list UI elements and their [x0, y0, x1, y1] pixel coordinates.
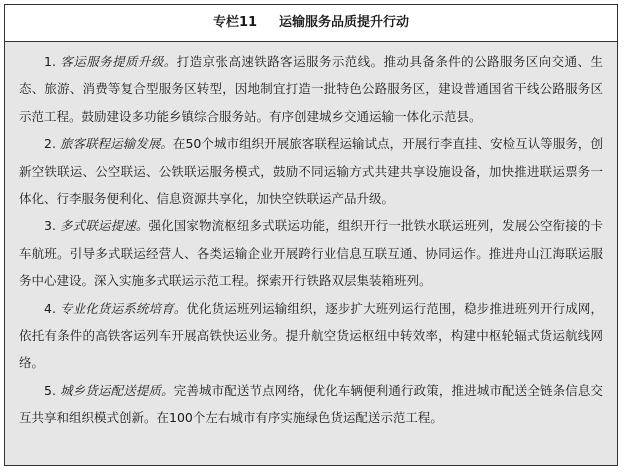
list-item-passenger-intermodal: [19, 130, 603, 212]
item-text: 打造京张高速铁路客运服务示范线。推动具备条件的公路服务区向交通、生态、旅游、消费等复合型服务区转型，因地制宜打造一批特色公路服务区，建设普通国省干线公路服务区示范工程。鼓励建设多功能乡镇综合服务站。有序创建城乡交通运输一体化示范县。: [19, 54, 603, 124]
item-heading: 旅客联程运输发展。: [59, 136, 173, 152]
panel-title: [5, 5, 617, 42]
item-heading: 城乡货运配送提质。: [60, 382, 174, 398]
item-text: 优化货运班列运输组织，逐步扩大班列运行范围，稳步推进班列开行成网，依托有条件的高铁客运列车开展高铁快运业务。提升航空货运枢纽中转效率，构建中枢轮辐式货运航线网络。: [19, 300, 603, 371]
item-number: 3.: [44, 218, 56, 234]
panel-tag: 专栏11: [212, 15, 258, 30]
panel-title-text: 运输服务品质提升行动: [279, 15, 410, 30]
item-number: 2.: [44, 136, 56, 152]
item-heading: 客运服务提质升级。: [60, 54, 177, 69]
item-number: 5.: [44, 382, 56, 398]
item-number: 1.: [44, 54, 56, 69]
list-item-freight-system: [19, 295, 603, 377]
item-text: 完善城市配送节点网络，优化车辆便利通行政策，推进城市配送全链条信息交互共享和组织模式创新。在100个左右城市有序实施绿色货运配送示范工程。: [19, 382, 603, 426]
list-item-passenger-service: [19, 48, 603, 130]
item-heading: 多式联运提速。: [60, 218, 149, 234]
item-number: 4.: [44, 300, 56, 316]
list-item-urban-delivery: [19, 377, 603, 432]
feature-panel: [4, 4, 618, 466]
list-item-multimodal: [19, 212, 603, 294]
panel-body: [5, 42, 617, 465]
item-heading: 专业化货运系统培育。: [60, 300, 187, 316]
item-text: 在50个城市组织开展旅客联程运输试点，开展行李直挂、安检互认等服务，创新空铁联运、公空联运、公铁联运服务模式，鼓励不同运输方式共建共享设施设备，加快推进联运票务一体化、行李服务便利化、信息资源共享化，加快空铁联运产品升级。: [19, 136, 603, 207]
item-text: 强化国家物流枢纽多式联运功能，组织开行一批铁水联运班列，发展公空衔接的卡车航班。引导多式联运经营人、各类运输企业开展跨行业信息互联互通、协同运作。推进舟山江海联运服务中心建设。深入实施多式联运示范工程。探索开行铁路双层集装箱班列。: [19, 218, 603, 289]
